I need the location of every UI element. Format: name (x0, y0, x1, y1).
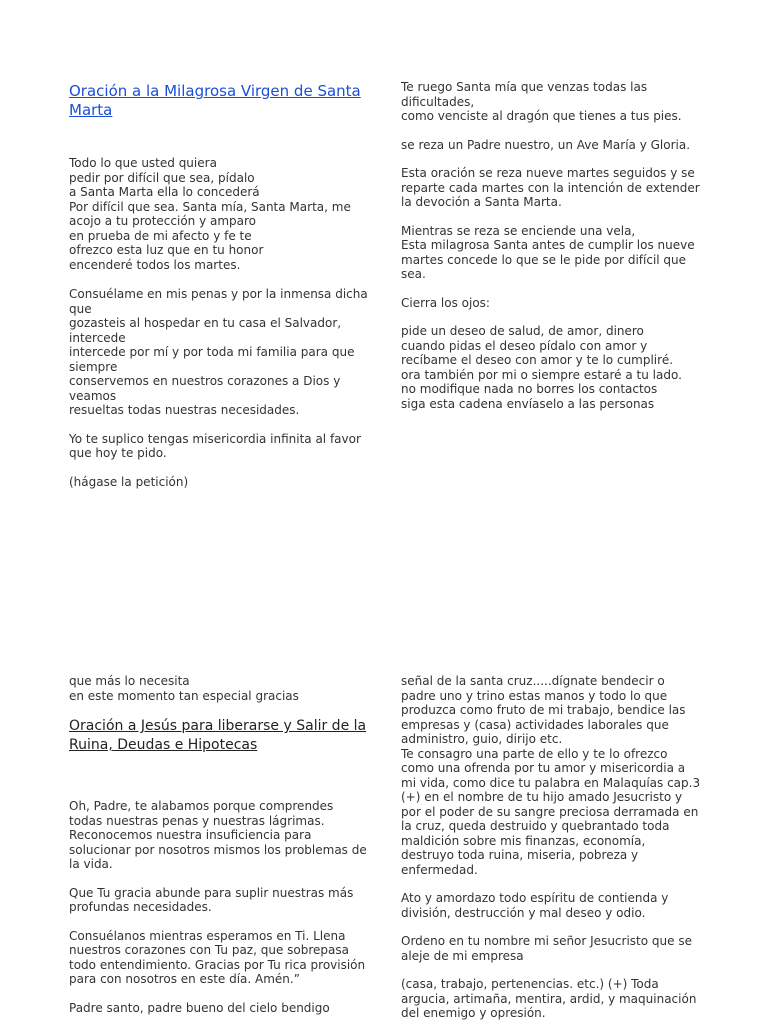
paragraph: se reza un Padre nuestro, un Ave María y Gloria. (401, 137, 691, 152)
paragraph: Consuélanos mientras esperamos en Ti. Llena nuestros corazones con Tu paz, que sobrepasa todo entendimiento. Gracias por Tu rica provisión para con nosotros en este día. Amén.” (69, 928, 366, 986)
paragraph: Que Tu gracia abunde para suplir nuestras más profundas necesidades. (69, 885, 354, 914)
paragraph: Ordeno en tu nombre mi señor Jesucristo que se aleje de mi empresa (401, 934, 692, 963)
paragraph: Oh, Padre, te alabamos porque comprendes todas nuestras penas y nuestras lágrimas. Reconocemos nuestra insuficiencia para solucionar por nosotros mismos los problemas de la vida. (69, 799, 367, 871)
prayer-title-santa-marta[interactable]: Oración a la Milagrosa Virgen de Santa Marta (69, 82, 361, 119)
paragraph: Yo te suplico tengas misericordia infinita al favor que hoy te pido. (69, 431, 361, 460)
paragraph: Mientras se reza se enciende una vela, Esta milagrosa Santa antes de cumplir los nueve martes concede lo que se le pide por difícil que sea. (401, 223, 695, 281)
paragraph: que más lo necesita en este momento tan especial gracias (69, 674, 299, 703)
paragraph: Esta oración se reza nueve martes seguidos y se reparte cada martes con la intención de extender la devoción a Santa Marta. (401, 166, 700, 209)
paragraph: Todo lo que usted quiera pedir por difícil que sea, pídalo a Santa Marta ella lo concederá Por difícil que sea. Santa mía, Santa Marta, me acojo a tu protección y amparo en prueba de mi afecto y fe te ofrezco esta luz que en tu honor encenderé todos los martes. (69, 156, 351, 272)
prayer-title-jesus: Oración a Jesús para liberarse y Salir de la Ruina, Deudas e Hipotecas (69, 718, 367, 753)
paragraph: señal de la santa cruz.....dígnate bendecir o padre uno y trino estas manos y todo lo que produzca como fruto de mi trabajo, bendice las empresas y (casa) actividades laborales que administro, guio, dirijo etc. Te consagro una parte de ello y te lo ofrezco como una ofrenda por tu amor y misericordia a mi vida, como dice tu palabra en Malaquías cap.3 (+) en el nombre de tu hijo amado Jesucristo y por el poder de su sangre preciosa derramada en la cruz, queda destruido y quebrantado toda maldición sobre mis finanzas, economía, destruyo toda ruina, miseria, pobreza y enfermedad. (401, 674, 701, 877)
column-top-right (401, 80, 701, 411)
paragraph: Padre santo, padre bueno del cielo bendigo (69, 1000, 330, 1015)
column-top-left (69, 80, 369, 489)
paragraph: Consuélame en mis penas y por la inmensa dicha que gozasteis al hospedar en tu casa el Salvador, intercede intercede por mí y por toda mi familia para que siempre conservemos en nuestros corazones a Dios y veamos resueltas todas nuestras necesidades. (69, 287, 368, 417)
paragraph: (hágase la petición) (69, 474, 189, 489)
column-bottom-left (69, 674, 369, 1015)
paragraph: pide un deseo de salud, de amor, dinero cuando pidas el deseo pídalo con amor y recíbame el deseo con amor y te lo cumpliré. ora también por mi o siempre estaré a tu lado. no modifique nada no borres los contactos siga esta cadena envíaselo a las personas (401, 324, 682, 411)
paragraph: Te ruego Santa mía que venzas todas las dificultades, como venciste al dragón que tienes a tus pies. (401, 80, 682, 123)
column-bottom-right (401, 674, 701, 1021)
paragraph: Ato y amordazo todo espíritu de contienda y división, destrucción y mal deseo y odio. (401, 891, 669, 920)
paragraph: Cierra los ojos: (401, 295, 490, 310)
paragraph: (casa, trabajo, pertenencias. etc.) (+) Toda argucia, artimaña, mentira, ardid, y maquinación del enemigo y opresión. (401, 977, 697, 1020)
